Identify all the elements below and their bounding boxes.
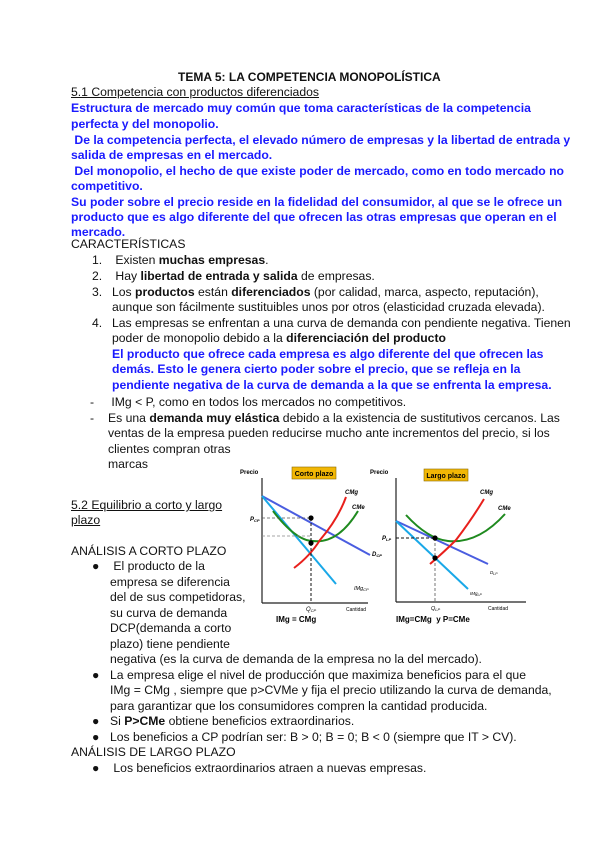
- long-run-heading: ANÁLISIS DE LARGO PLAZO: [71, 745, 236, 759]
- list-item: 3. Los productos están diferenciados (por calidad, marca, aspecto, reputación),: [92, 285, 539, 299]
- bullet-icon: ●: [92, 730, 100, 744]
- price-label: PCP: [250, 517, 260, 523]
- intro-line: competitivo.: [71, 179, 143, 193]
- intro-line: perfecta y del monopolio.: [71, 117, 219, 131]
- bullet-text: del de sus competidoras,: [110, 590, 246, 604]
- bullet-text: El producto de la: [110, 559, 205, 573]
- quantity-label: QLP: [431, 606, 441, 612]
- list-item-blue: pendiente negativa de la curva de demanda a la que se enfrenta la empresa.: [112, 378, 552, 392]
- intro-line: De la competencia perfecta, el elevado número de empresas y la libertad de entrada y: [71, 133, 571, 147]
- price-label: PLP: [382, 536, 392, 542]
- cme-label: CMe: [498, 506, 511, 512]
- dash-item: Es una demanda muy elástica debido a la existencia de sustitutivos cercanos. Las: [108, 411, 560, 425]
- list-item-continuation: aunque son fácilmente sustituibles unos por otros (elasticidad cruzada elevada).: [112, 300, 545, 314]
- section-heading-5-2: 5.2 Equilibrio a corto y largo: [71, 498, 223, 512]
- demand-label: DCP: [372, 552, 382, 558]
- intro-line: mercado.: [71, 225, 126, 239]
- intro-line: salida de empresas en el mercado.: [71, 148, 273, 162]
- intro-line: Del monopolio, el hecho de que existe poder de mercado, como en todo mercado no: [71, 164, 564, 178]
- bullet-icon: ●: [92, 559, 100, 573]
- list-item-blue: El producto que ofrece cada empresa es algo diferente del que ofrecen las: [112, 347, 544, 361]
- quantity-label: QCP: [306, 607, 317, 613]
- bullet-icon: ●: [92, 761, 100, 775]
- equilibrium-figure: [238, 464, 538, 624]
- bullet-text: IMg = CMg , siempre que p>CVMe y fija el precio utilizando la curva de demanda,: [110, 683, 552, 697]
- bullet-text: negativa (es la curva de demanda de la empresa no la del mercado).: [110, 652, 482, 666]
- page-title: TEMA 5: LA COMPETENCIA MONOPOLÍSTICA: [178, 70, 441, 84]
- bullet-text: plazo) tiene pendiente: [110, 637, 230, 651]
- section-heading-5-2: plazo: [71, 513, 101, 527]
- cme-label: CMe: [352, 505, 365, 511]
- y-axis-label: Precio: [240, 470, 259, 476]
- dash-item-continuation: ventas de la empresa pueden reducirse mucho ante incrementos del precio, si los: [108, 426, 550, 440]
- dash-item: IMg < P, como en todos los mercados no competitivos.: [108, 395, 407, 409]
- dash-item-continuation: marcas: [108, 457, 148, 471]
- intro-line: Estructura de mercado muy común que toma características de la competencia: [71, 101, 531, 115]
- caption: IMg=CMg y P=CMe: [396, 615, 470, 624]
- short-run-heading: ANÁLISIS A CORTO PLAZO: [71, 544, 227, 558]
- img-label: IMg$_{LP}$: [470, 591, 482, 597]
- caption: IMg = CMg: [276, 615, 317, 624]
- intro-line: producto que es algo diferente del que ofrecen las otras empresas que operan en el: [71, 210, 557, 224]
- bullet-text: para garantizar que los consumidores compren la cantidad producida.: [110, 699, 488, 713]
- long-run-chart: [370, 469, 526, 624]
- y-axis-label: Precio: [370, 470, 389, 476]
- img-label: IMgCP: [354, 586, 369, 592]
- period-label: Corto plazo: [294, 471, 334, 478]
- demand-label: $D_{LP}$: [490, 570, 498, 576]
- period-label: Largo plazo: [426, 473, 466, 480]
- dash-item-continuation: clientes compran otras: [108, 442, 231, 456]
- bullet-text: su curva de demanda: [110, 606, 228, 620]
- bullet-text: Si P>CMe obtiene beneficios extraordinarios.: [110, 714, 355, 728]
- cmg-label: CMg: [345, 490, 358, 496]
- section-heading-5-1: 5.1 Competencia con productos diferenciados: [71, 85, 319, 99]
- bullet-text: empresa se diferencia: [110, 575, 230, 589]
- list-item: 4. Las empresas se enfrentan a una curva de demanda con pendiente negativa. Tienen: [92, 316, 571, 330]
- x-axis-label: Cantidad: [488, 606, 509, 612]
- intro-line: Su poder sobre el precio reside en la fidelidad del consumidor, al que se le ofrece un: [71, 195, 563, 209]
- list-item-blue: demás. Esto le genera cierto poder sobre el precio, que se refleja en la: [112, 362, 521, 376]
- list-item-continuation: poder de monopolio debido a la diferenciación del producto: [112, 331, 446, 345]
- list-item: 1. Existen muchas empresas.: [92, 253, 269, 267]
- x-axis-label: Cantidad: [346, 607, 367, 613]
- bullet-text: La empresa elige el nivel de producción que maximiza beneficios para el que: [110, 668, 526, 682]
- dash-marker: -: [90, 395, 95, 409]
- bullet-icon: ●: [92, 714, 100, 728]
- dash-marker: -: [90, 411, 95, 425]
- characteristics-heading: CARACTERÍSTICAS: [71, 237, 186, 251]
- bullet-text: DCP(demanda a corto: [110, 621, 232, 635]
- short-run-chart: [240, 467, 382, 624]
- bullet-text: Los beneficios extraordinarios atraen a nuevas empresas.: [110, 761, 427, 775]
- bullet-text: Los beneficios a CP podrían ser: B > 0; B = 0; B < 0 (siempre que IT > CV).: [110, 730, 517, 744]
- bullet-icon: ●: [92, 668, 100, 682]
- list-item: 2. Hay libertad de entrada y salida de empresas.: [92, 269, 375, 283]
- cmg-label: CMg: [480, 490, 493, 496]
